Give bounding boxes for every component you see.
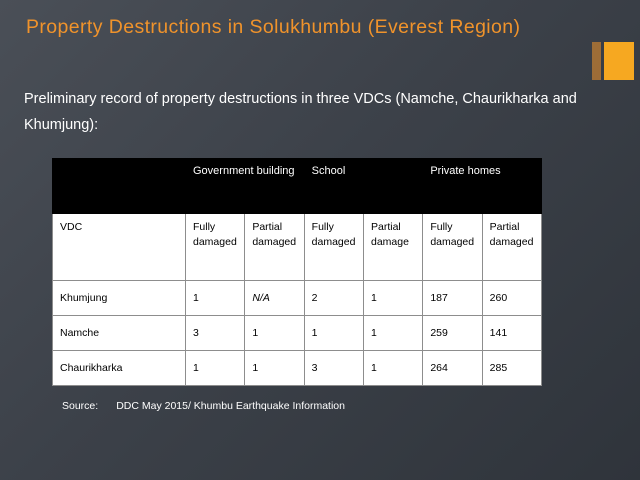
table-row: [53, 316, 542, 351]
column-header-gov-partial: Partial damaged: [245, 214, 304, 281]
cell-home-fully: 259: [423, 316, 482, 351]
source-label: Source:: [62, 400, 99, 412]
cell-home-partial: 260: [482, 281, 541, 316]
cell-home-fully: 264: [423, 351, 482, 386]
cell-gov-partial: 1: [245, 316, 304, 351]
table-column-header-row: [53, 214, 542, 281]
column-header-school-fully: Fully damaged: [304, 214, 363, 281]
cell-vdc: Khumjung: [53, 281, 186, 316]
cell-home-partial: 285: [482, 351, 541, 386]
cell-gov-fully: 3: [186, 316, 245, 351]
destruction-table: [52, 158, 542, 386]
page-title: Property Destructions in Solukhumbu (Everest Region): [26, 16, 521, 38]
table-row: [53, 281, 542, 316]
cell-vdc: Chaurikharka: [53, 351, 186, 386]
group-header-government-building: Government building: [186, 159, 305, 214]
cell-school-fully: 3: [304, 351, 363, 386]
accent-decoration: [592, 42, 640, 80]
cell-gov-fully: 1: [186, 281, 245, 316]
table-body: [53, 281, 542, 386]
cell-vdc: Namche: [53, 316, 186, 351]
cell-home-fully: 187: [423, 281, 482, 316]
subtitle-text: Preliminary record of property destructions in three VDCs (Namche, Chaurikharka and Khumjung):: [24, 91, 577, 133]
column-header-home-fully: Fully damaged: [423, 214, 482, 281]
cell-school-fully: 1: [304, 316, 363, 351]
group-header-vdc: [53, 159, 186, 214]
cell-school-partial: 1: [363, 351, 422, 386]
column-header-vdc: VDC: [53, 214, 186, 281]
cell-gov-partial: N/A: [245, 281, 304, 316]
column-header-school-partial: Partial damage: [363, 214, 422, 281]
group-header-school: School: [304, 159, 423, 214]
cell-home-partial: 141: [482, 316, 541, 351]
cell-school-fully: 2: [304, 281, 363, 316]
table-head: [53, 159, 542, 281]
cell-gov-partial: 1: [245, 351, 304, 386]
cell-school-partial: 1: [363, 316, 422, 351]
cell-school-partial: 1: [363, 281, 422, 316]
column-header-home-partial: Partial damaged: [482, 214, 541, 281]
column-header-gov-fully: Fully damaged: [186, 214, 245, 281]
group-header-private-homes: Private homes: [423, 159, 542, 214]
table-group-header-row: [53, 159, 542, 214]
table-row: [53, 351, 542, 386]
accent-bar-secondary: [592, 42, 601, 80]
source-note: [62, 400, 345, 412]
source-text: DDC May 2015/ Khumbu Earthquake Information: [116, 400, 345, 412]
cell-gov-fully: 1: [186, 351, 245, 386]
accent-bar-primary: [604, 42, 634, 80]
